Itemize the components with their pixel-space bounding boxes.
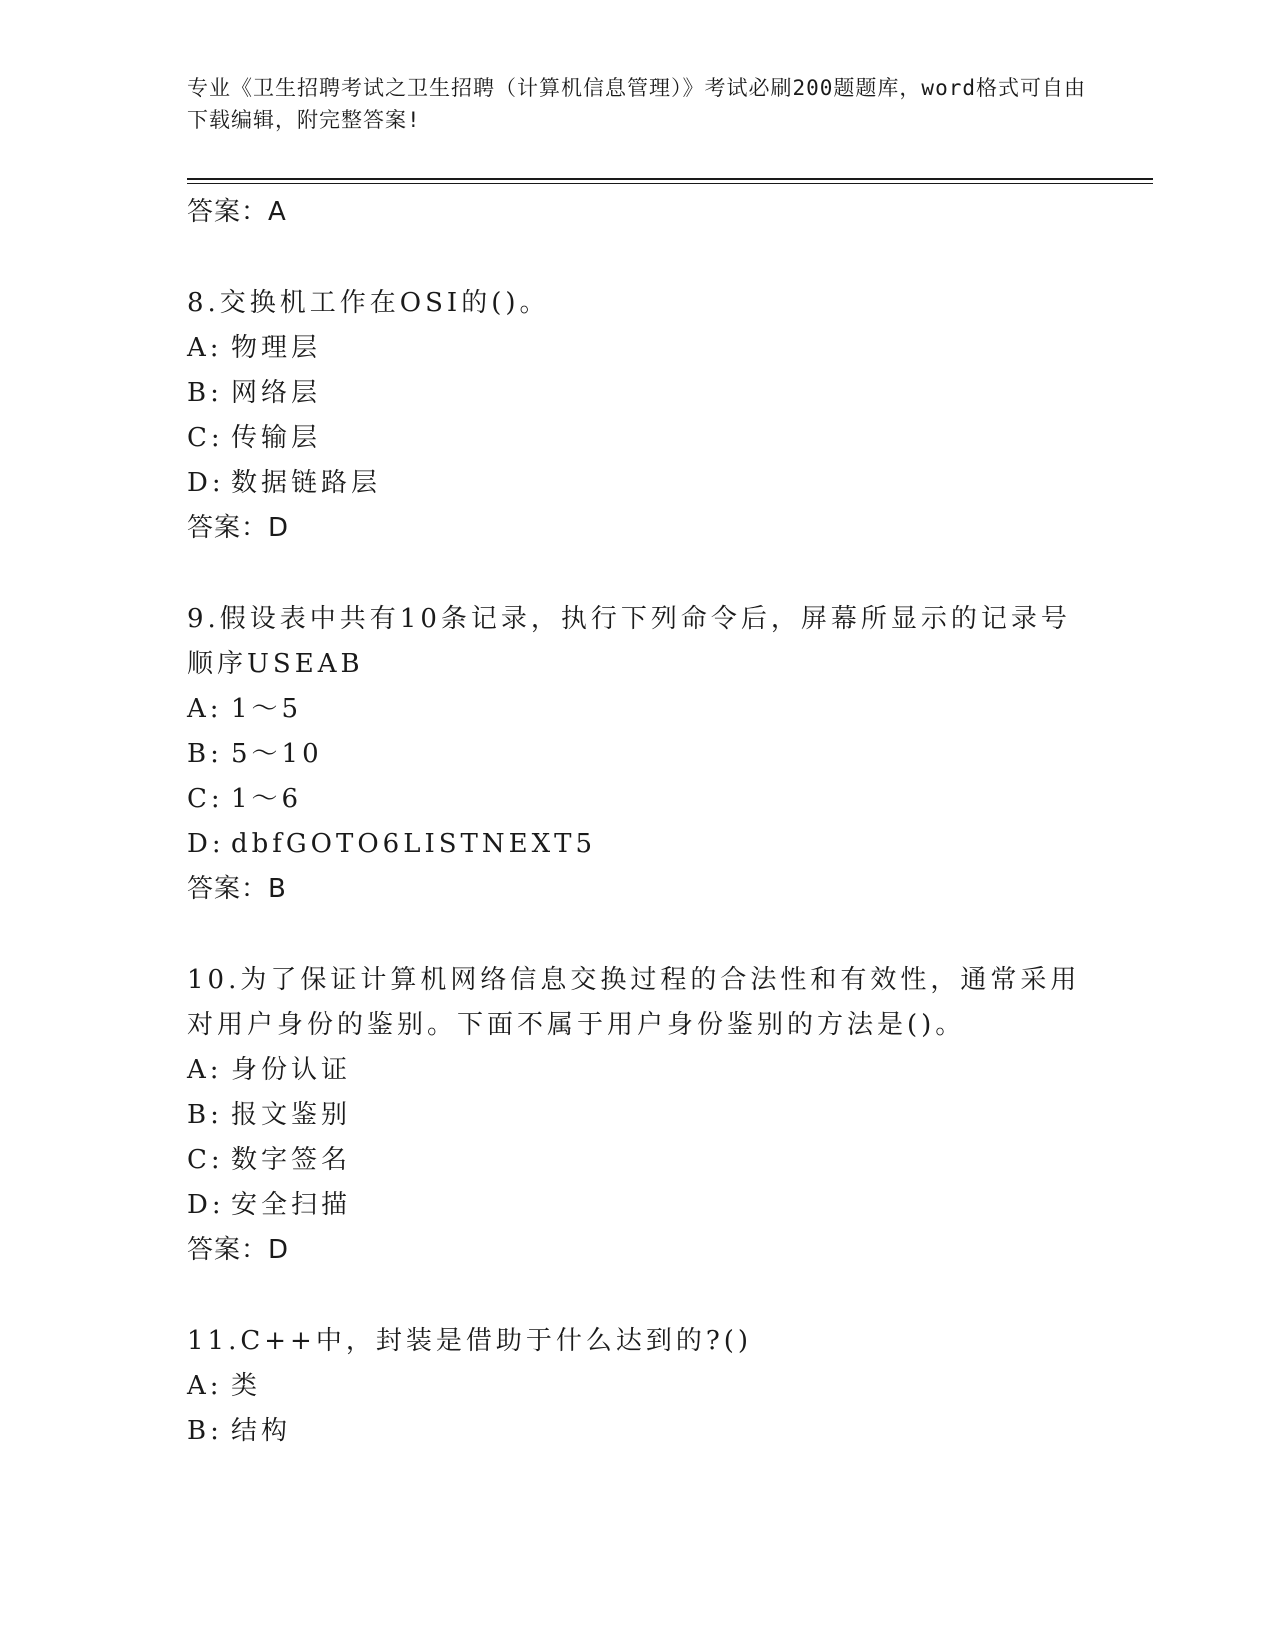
question-block bbox=[187, 597, 1087, 911]
option-text: 身份认证 bbox=[231, 1055, 352, 1085]
answer-line: 答案：B bbox=[187, 874, 287, 904]
option-d bbox=[187, 1183, 1087, 1228]
option-letter: A: bbox=[187, 1055, 223, 1085]
option-letter: A: bbox=[187, 694, 223, 724]
option-a bbox=[187, 1364, 1087, 1409]
option-text: dbfGOTO6LISTNEXT5 bbox=[231, 829, 597, 859]
option-text: 类 bbox=[231, 1371, 262, 1401]
option-text: 安全扫描 bbox=[231, 1190, 352, 1220]
option-text: 1～6 bbox=[231, 784, 303, 814]
answer-line: 答案：D bbox=[187, 1235, 290, 1265]
option-b bbox=[187, 1093, 1087, 1138]
option-text: 数字签名 bbox=[231, 1145, 352, 1175]
question-block bbox=[187, 958, 1087, 1272]
question-list bbox=[187, 190, 1087, 1454]
option-b bbox=[187, 371, 1087, 416]
option-text: 传输层 bbox=[231, 423, 322, 453]
option-d bbox=[187, 822, 1087, 867]
document-header: 专业《卫生招聘考试之卫生招聘（计算机信息管理）》考试必刷200题题库，word格式可自由下载编辑，附完整答案! bbox=[187, 76, 1086, 132]
option-text: 1～5 bbox=[231, 694, 303, 724]
option-text: 5～10 bbox=[231, 739, 323, 769]
option-b bbox=[187, 1409, 1087, 1454]
option-b bbox=[187, 732, 1087, 777]
header-divider-thick bbox=[187, 178, 1153, 180]
question-block bbox=[187, 281, 1087, 550]
option-text: 物理层 bbox=[231, 333, 322, 363]
option-c bbox=[187, 1138, 1087, 1183]
option-c bbox=[187, 416, 1087, 461]
option-letter: C: bbox=[187, 784, 224, 814]
option-text: 网络层 bbox=[231, 378, 322, 408]
question-text: 9.假设表中共有10条记录，执行下列命令后，屏幕所显示的记录号顺序USEAB bbox=[187, 604, 1071, 679]
option-letter: D: bbox=[187, 1190, 225, 1220]
option-letter: B: bbox=[187, 1416, 223, 1446]
option-a bbox=[187, 326, 1087, 371]
option-letter: D: bbox=[187, 829, 225, 859]
option-text: 报文鉴别 bbox=[231, 1100, 352, 1130]
option-letter: D: bbox=[187, 468, 225, 498]
question-block bbox=[187, 1319, 1087, 1454]
answer-line: 答案：A bbox=[187, 197, 287, 227]
option-letter: B: bbox=[187, 739, 223, 769]
option-d bbox=[187, 461, 1087, 506]
option-text: 数据链路层 bbox=[231, 468, 382, 498]
option-letter: C: bbox=[187, 1145, 224, 1175]
option-text: 结构 bbox=[231, 1416, 292, 1446]
option-a bbox=[187, 1048, 1087, 1093]
option-letter: C: bbox=[187, 423, 224, 453]
header-divider-thin bbox=[187, 183, 1153, 184]
option-a bbox=[187, 687, 1087, 732]
answer-line: 答案：D bbox=[187, 513, 290, 543]
option-letter: B: bbox=[187, 1100, 223, 1130]
question-text: 10.为了保证计算机网络信息交换过程的合法性和有效性，通常采用对用户身份的鉴别。下面不属于用户身份鉴别的方法是()。 bbox=[187, 965, 1081, 1040]
option-letter: A: bbox=[187, 333, 223, 363]
option-letter: B: bbox=[187, 378, 223, 408]
option-c bbox=[187, 777, 1087, 822]
question-text: 8.交换机工作在OSI的()。 bbox=[187, 288, 550, 318]
option-letter: A: bbox=[187, 1371, 223, 1401]
question-text: 11.C++中，封装是借助于什么达到的?() bbox=[187, 1326, 753, 1356]
